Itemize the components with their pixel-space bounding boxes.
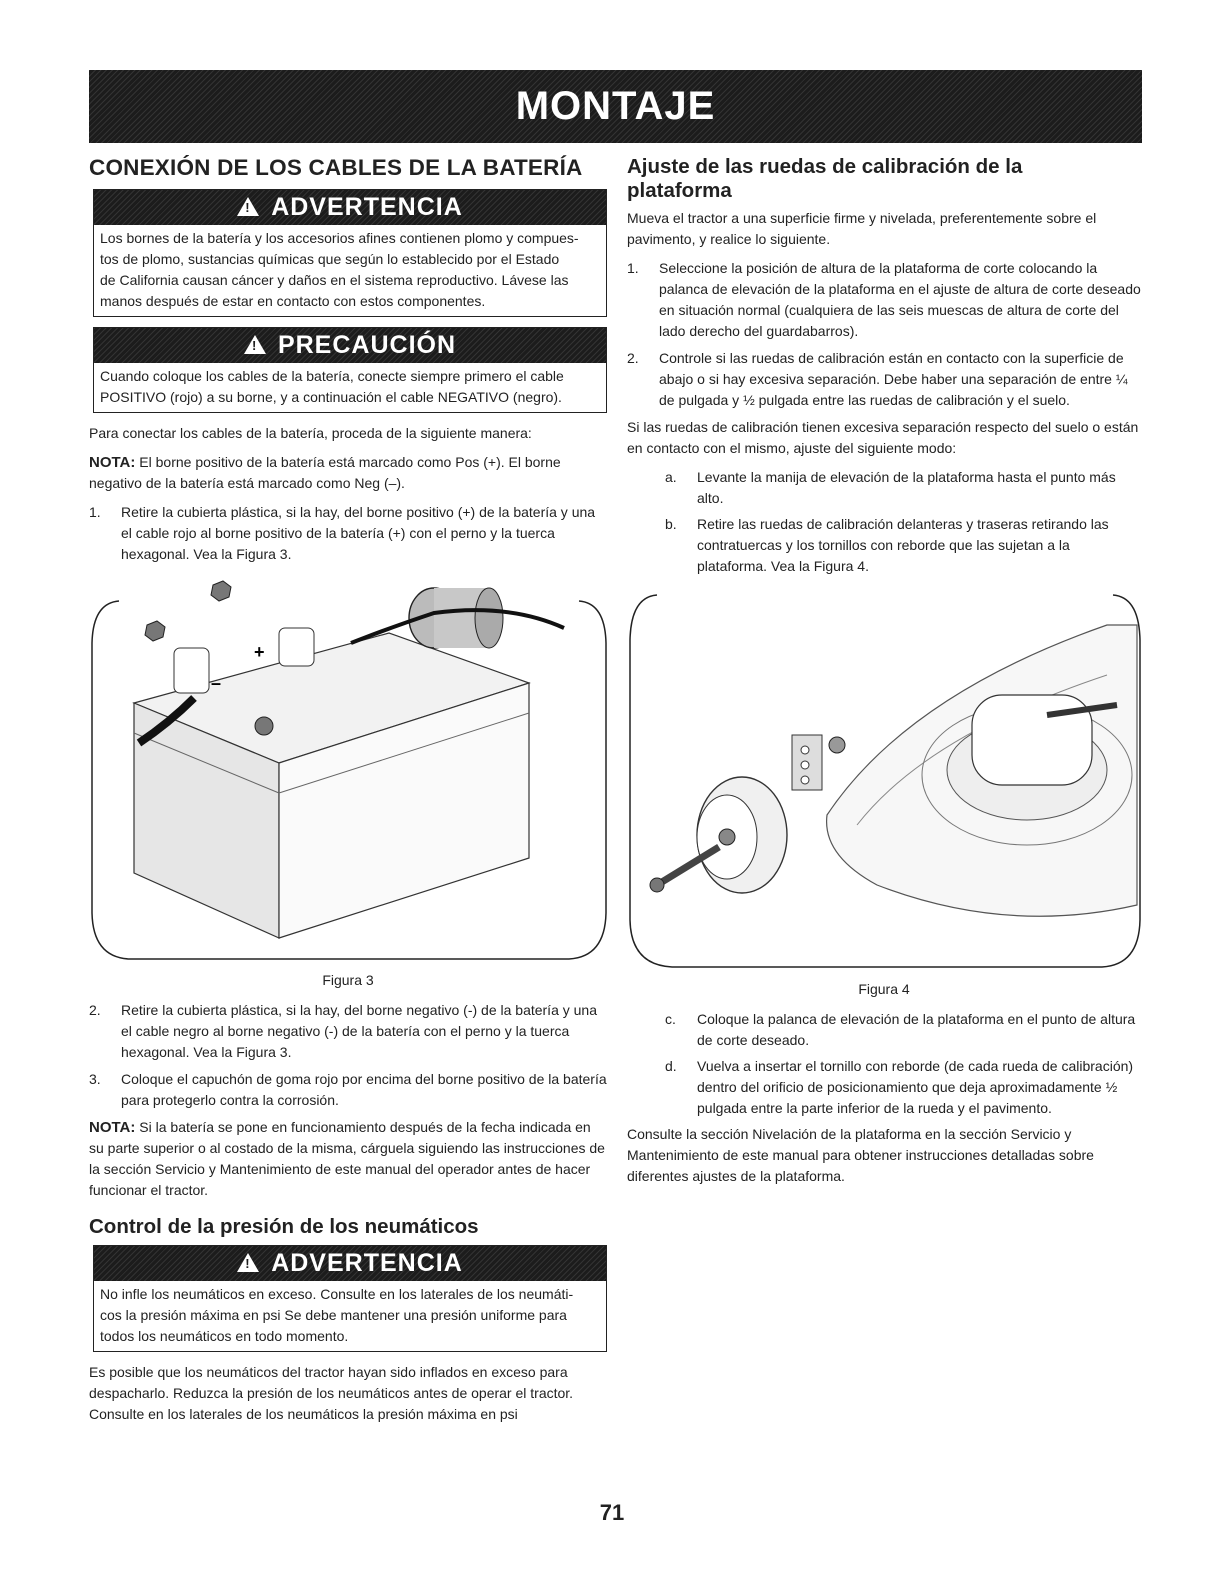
warning-line: de California causan cáncer y daños en el sistema reproductivo. Lávese las xyxy=(100,272,569,288)
tire-pressure-heading: Control de la presión de los neumáticos xyxy=(89,1215,479,1238)
list-item xyxy=(665,1009,1141,1051)
item-text: Coloque la palanca de elevación de la plataforma en el punto de altura de corte deseado. xyxy=(697,1011,1136,1049)
list-item xyxy=(89,1000,607,1063)
battery-heading: CONEXIÓN DE LOS CABLES DE LA BATERÍA xyxy=(89,155,583,180)
banner-title: MONTAJE xyxy=(515,84,716,128)
battery-intro: Para conectar los cables de la batería, proceda de la siguiente manera: xyxy=(89,425,532,441)
warning-line: No infle los neumáticos en exceso. Consulte en los laterales de los neumáti- xyxy=(100,1285,574,1302)
warning-header xyxy=(94,190,606,225)
caution-triangle-icon xyxy=(244,335,266,354)
warning-header xyxy=(94,1246,606,1281)
list-item xyxy=(627,258,1141,342)
list-item xyxy=(665,467,1141,509)
warning-text xyxy=(94,1281,606,1351)
caution-line: POSITIVO (rojo) a su borne, y a continuación el cable NEGATIVO (negro). xyxy=(100,389,562,405)
item-letter: b. xyxy=(665,516,677,533)
item-letter: d. xyxy=(665,1058,677,1075)
item-text: Coloque el capuchón de goma rojo por encima del borne positivo de la batería para protegerlo contra la corrosión. xyxy=(121,1071,607,1108)
note-text: Si la batería se pone en funcionamiento después de la fecha indicada en su parte superior o al costado de la misma, cárguela siguiendo las instrucciones de la sección Servicio y Mantenimiento de este manual del operador antes de hacer funcionar el tractor. xyxy=(89,1119,605,1198)
item-text: Controle si las ruedas de calibración están en contacto con la superficie de abajo o si hay excesiva separación. Debe haber una separación de entre ¼ de pulgada y ½ pulgada entre las ruedas de calibración y el suelo. xyxy=(659,350,1128,409)
list-item xyxy=(627,348,1141,411)
gauge-wheel-mid: Si las ruedas de calibración tienen excesiva separación respecto del suelo o están en contacto con el mismo, ajuste del siguiente modo: xyxy=(627,419,1139,457)
caution-text xyxy=(94,363,606,412)
list-item xyxy=(89,502,607,565)
warning-line: cos la presión máxima en psi Se debe mantener una presión uniforme para xyxy=(100,1306,567,1323)
left-column xyxy=(89,155,607,1433)
warning-box-battery xyxy=(93,189,607,317)
warning-line: todos los neumáticos en todo momento. xyxy=(100,1327,349,1344)
list-item xyxy=(665,514,1141,577)
item-number: 2. xyxy=(89,1002,101,1018)
item-text: Retire la cubierta plástica, si la hay, del borne negativo (-) de la batería y una el cable negro al borne negativo (-) de la batería con el perno y la tuerca hexagonal. Vea la Figura 3. xyxy=(121,1002,597,1060)
warning-line: tos de plomo, sustancias químicas que según lo establecido por el Estado xyxy=(100,251,560,267)
section-banner xyxy=(89,70,1142,143)
warning-box-tires xyxy=(93,1245,607,1352)
note-positive xyxy=(89,452,607,494)
positive-mark: + xyxy=(254,642,265,662)
item-number: 1. xyxy=(89,504,101,520)
item-letter: c. xyxy=(665,1011,676,1028)
warning-label: ADVERTENCIA xyxy=(271,1248,463,1277)
item-number: 3. xyxy=(89,1071,101,1087)
warning-text xyxy=(94,225,606,316)
item-text: Levante la manija de elevación de la plataforma hasta el punto más alto. xyxy=(697,469,1116,507)
gauge-wheel-intro: Mueva el tractor a una superficie firme y nivelada, preferentemente sobre el pavimento, y realice lo siguiente. xyxy=(627,210,1097,248)
caution-header xyxy=(94,328,606,363)
note-battery-date xyxy=(89,1117,607,1201)
item-text: Retire las ruedas de calibración delanteras y traseras retirando las contratuercas y los tornillos con reborde que las sujetan a la plataforma. Vea la Figura 4. xyxy=(697,516,1109,575)
gauge-wheel-final: Consulte la sección Nivelación de la plataforma en la sección Servicio y Mantenimiento de este manual para obtener instrucciones detalladas sobre diferentes ajustes de la plataforma. xyxy=(627,1126,1094,1185)
item-number: 1. xyxy=(627,260,639,277)
warning-line: manos después de estar en contacto con estos componentes. xyxy=(100,293,486,309)
figure-3-caption: Figura 3 xyxy=(322,972,374,988)
caution-box xyxy=(93,327,607,413)
item-letter: a. xyxy=(665,469,677,486)
list-item xyxy=(665,1056,1141,1119)
figure-4 xyxy=(627,585,1141,975)
item-number: 2. xyxy=(627,350,639,367)
negative-mark: – xyxy=(211,673,222,693)
warning-triangle-icon xyxy=(237,197,259,216)
figure-3 xyxy=(89,573,607,966)
caution-line: Cuando coloque los cables de la batería, conecte siempre primero el cable xyxy=(100,368,564,384)
note-key: NOTA: xyxy=(89,1119,136,1136)
warning-triangle-icon xyxy=(237,1253,259,1272)
item-text: Seleccione la posición de altura de la plataforma de corte colocando la palanca de elevación de la plataforma en el ajuste de altura de corte deseado en situación normal (cualquiera de las seis muescas de altura de corte del lado derecho del guardabarros). xyxy=(659,260,1141,340)
page-number: 71 xyxy=(599,1500,625,1525)
caution-label: PRECAUCIÓN xyxy=(277,331,457,359)
note-text: El borne positivo de la batería está marcado como Pos (+). El borne negativo de la batería está marcado como Neg (–). xyxy=(89,454,561,491)
tire-pressure-text: Es posible que los neumáticos del tractor hayan sido inflados en exceso para despacharlo. Reduzca la presión de los neumáticos antes de operar el tractor. Consulte en los laterales de los neumáticos la presión máxima en psi xyxy=(89,1363,574,1422)
figure-4-caption: Figura 4 xyxy=(858,981,910,998)
note-key: NOTA: xyxy=(89,454,136,471)
warning-label: ADVERTENCIA xyxy=(271,193,463,221)
battery-illustration xyxy=(89,573,609,961)
list-item xyxy=(89,1069,607,1111)
gauge-wheel-heading: Ajuste de las ruedas de calibración de la plataforma xyxy=(627,155,1023,202)
right-column xyxy=(627,155,1141,1195)
deck-wheel-illustration xyxy=(627,585,1143,970)
item-text: Retire la cubierta plástica, si la hay, del borne positivo (+) de la batería y una el cable rojo al borne positivo de la batería (+) con el perno y la tuerca hexagonal. Vea la Figura 3. xyxy=(121,504,596,562)
item-text: Vuelva a insertar el tornillo con reborde (de cada rueda de calibración) dentro del orificio de posicionamiento que deja aproximadamente ½ pulgada entre la parte inferior de la rueda y el pavimento. xyxy=(697,1058,1134,1117)
warning-line: Los bornes de la batería y los accesorios afines contienen plomo y compues- xyxy=(100,230,579,246)
